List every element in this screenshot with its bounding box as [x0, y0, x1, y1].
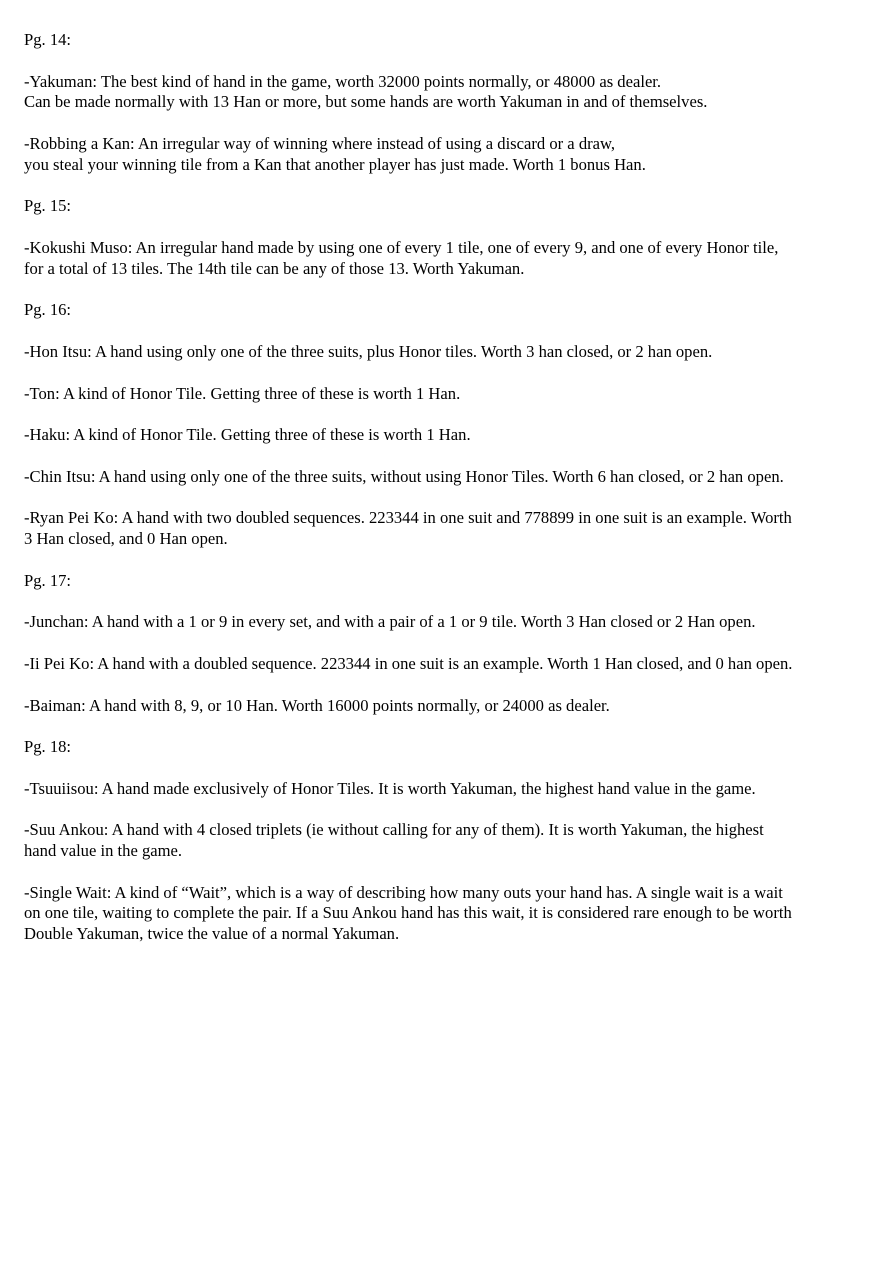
blank-line	[24, 404, 844, 425]
text-line: -Ii Pei Ko: A hand with a doubled sequence. 223344 in one suit is an example. Worth 1 Han closed, and 0 han open.	[24, 653, 793, 673]
text-line: -Suu Ankou: A hand with 4 closed triplets (ie without calling for any of them). It is worth Yakuman, the highest	[24, 820, 764, 840]
text-line: Double Yakuman, twice the value of a normal Yakuman.	[24, 924, 400, 944]
text-line: Can be made normally with 13 Han or more, but some hands are worth Yakuman in and of themselves.	[24, 92, 708, 112]
blank-line	[24, 716, 844, 737]
blank-line	[24, 862, 844, 883]
text-line: -Junchan: A hand with a 1 or 9 in every set, and with a pair of a 1 or 9 tile. Worth 3 Han closed or 2 Han open.	[24, 612, 756, 632]
text-line: -Ryan Pei Ko: A hand with two doubled sequences. 223344 in one suit and 778899 in one suit is an example. Worth	[24, 508, 792, 528]
blank-line	[24, 633, 844, 654]
blank-line	[24, 446, 844, 467]
text-line: -Chin Itsu: A hand using only one of the three suits, without using Honor Tiles. Worth 6 han closed, or 2 han open.	[24, 466, 784, 486]
text-line: 3 Han closed, and 0 Han open.	[24, 529, 228, 549]
blank-line	[24, 176, 844, 197]
blank-line	[24, 363, 844, 384]
blank-line	[24, 113, 844, 134]
text-line: on one tile, waiting to complete the pair. If a Suu Ankou hand has this wait, it is considered rare enough to be worth	[24, 903, 792, 923]
text-line: for a total of 13 tiles. The 14th tile can be any of those 13. Worth Yakuman.	[24, 258, 525, 278]
page-heading: Pg. 17:	[24, 570, 72, 590]
blank-line	[24, 488, 844, 509]
text-line: -Tsuuiisou: A hand made exclusively of Honor Tiles. It is worth Yakuman, the highest hand value in the game.	[24, 778, 756, 798]
blank-line	[24, 51, 844, 72]
page-heading: Pg. 15:	[24, 196, 72, 216]
blank-line	[24, 550, 844, 571]
document-page	[24, 30, 844, 945]
text-line: -Baiman: A hand with 8, 9, or 10 Han. Worth 16000 points normally, or 24000 as dealer.	[24, 695, 610, 715]
text-line: -Ton: A kind of Honor Tile. Getting three of these is worth 1 Han.	[24, 383, 461, 403]
text-line: -Hon Itsu: A hand using only one of the three suits, plus Honor tiles. Worth 3 han closed, or 2 han open.	[24, 341, 713, 361]
blank-line	[24, 592, 844, 613]
text-line: -Haku: A kind of Honor Tile. Getting three of these is worth 1 Han.	[24, 425, 471, 445]
text-line: -Yakuman: The best kind of hand in the game, worth 32000 points normally, or 48000 as dealer.	[24, 71, 662, 91]
blank-line	[24, 799, 844, 820]
blank-line	[24, 321, 844, 342]
blank-line	[24, 217, 844, 238]
blank-line	[24, 675, 844, 696]
page-heading: Pg. 18:	[24, 737, 72, 757]
text-line: -Robbing a Kan: An irregular way of winning where instead of using a discard or a draw,	[24, 133, 616, 153]
text-line: you steal your winning tile from a Kan that another player has just made. Worth 1 bonus Han.	[24, 154, 646, 174]
blank-line	[24, 758, 844, 779]
text-line: hand value in the game.	[24, 841, 183, 861]
page-heading: Pg. 14:	[24, 30, 72, 49]
blank-line	[24, 280, 844, 301]
page-heading: Pg. 16:	[24, 300, 72, 320]
text-line: -Single Wait: A kind of “Wait”, which is a way of describing how many outs your hand has. A single wait is a wait	[24, 882, 783, 902]
text-line: -Kokushi Muso: An irregular hand made by using one of every 1 tile, one of every 9, and one of every Honor tile,	[24, 237, 779, 257]
